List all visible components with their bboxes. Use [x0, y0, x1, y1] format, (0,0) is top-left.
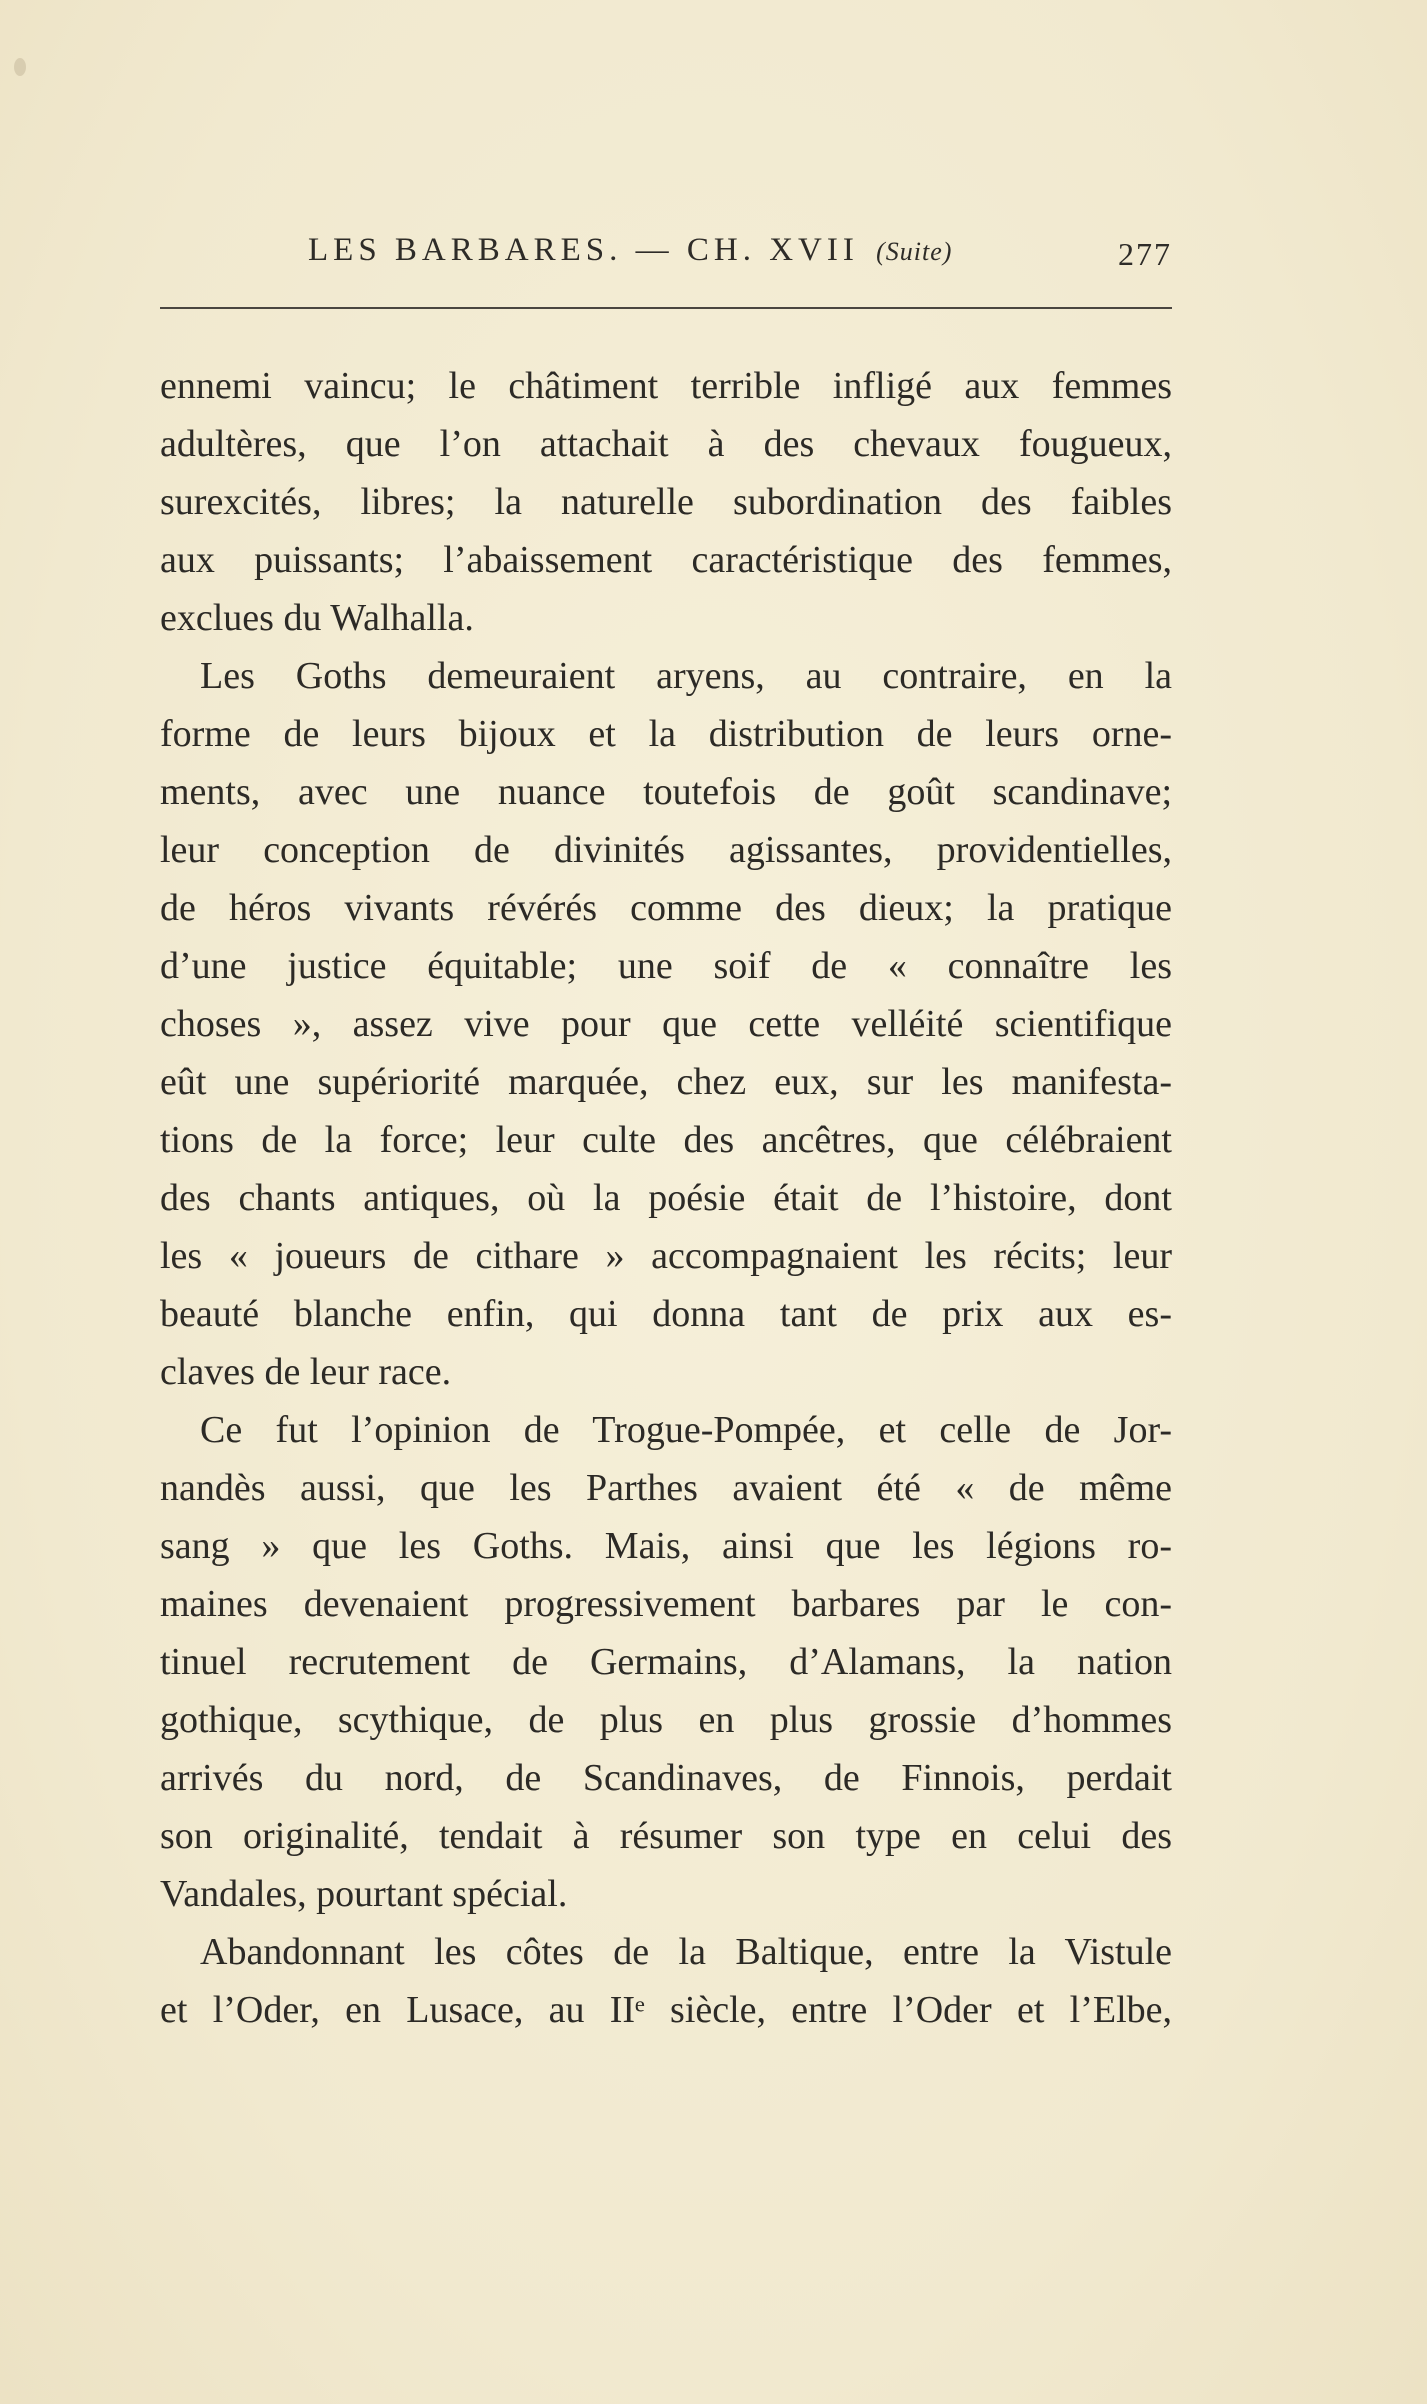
page-header — [160, 232, 1172, 292]
text-line: Abandonnant les côtes de la Baltique, entre la Vistule — [200, 1931, 1172, 1973]
text-line: de héros vivants révérés comme des dieux; la pratique — [160, 887, 1172, 929]
text-line: eût une supériorité marquée, chez eux, sur les manifesta- — [160, 1061, 1172, 1103]
text-line: exclues du Walhalla. — [160, 597, 474, 639]
text-line: adultères, que l’on attachait à des chevaux fougueux, — [160, 423, 1172, 465]
text-line: son originalité, tendait à résumer son type en celui des — [160, 1815, 1172, 1857]
text-line: maines devenaient progressivement barbares par le con- — [160, 1583, 1172, 1625]
text-line: beauté blanche enfin, qui donna tant de prix aux es- — [160, 1293, 1172, 1335]
text-line: choses », assez vive pour que cette velléité scientifique — [160, 1003, 1172, 1045]
text-line: tions de la force; leur culte des ancêtres, que célébraient — [160, 1119, 1172, 1161]
running-title-suffix: (Suite) — [876, 237, 953, 266]
text-line: aux puissants; l’abaissement caractéristique des femmes, — [160, 539, 1172, 581]
header-rule — [160, 307, 1172, 309]
running-title-text: LES BARBARES. — CH. XVII — [308, 232, 859, 268]
text-line: Ce fut l’opinion de Trogue-Pompée, et celle de Jor- — [200, 1409, 1172, 1451]
text-line: sang » que les Goths. Mais, ainsi que les légions ro- — [160, 1525, 1172, 1567]
text-line: des chants antiques, où la poésie était de l’histoire, dont — [160, 1177, 1172, 1219]
body-text — [160, 357, 1172, 2039]
text-line: Vandales, pourtant spécial. — [160, 1873, 568, 1915]
text-line: leur conception de divinités agissantes, providentielles, — [160, 829, 1172, 871]
text-line: ments, avec une nuance toutefois de goût scandinave; — [160, 771, 1172, 813]
text-line: nandès aussi, que les Parthes avaient été « de même — [160, 1467, 1172, 1509]
text-line: arrivés du nord, de Scandinaves, de Finnois, perdait — [160, 1757, 1172, 1799]
text-line: tinuel recrutement de Germains, d’Alamans, la nation — [160, 1641, 1172, 1683]
text-line: forme de leurs bijoux et la distribution de leurs orne- — [160, 713, 1172, 755]
text-line: surexcités, libres; la naturelle subordination des faibles — [160, 481, 1172, 523]
text-line: claves de leur race. — [160, 1351, 452, 1393]
text-line: et l’Oder, en Lusace, au IIᵉ siècle, entre l’Oder et l’Elbe, — [160, 1989, 1172, 2031]
text-line: les « joueurs de cithare » accompagnaient les récits; leur — [160, 1235, 1172, 1277]
text-line: Les Goths demeuraient aryens, au contraire, en la — [200, 655, 1172, 697]
page-number: 277 — [1118, 236, 1172, 272]
text-line: d’une justice équitable; une soif de « connaître les — [160, 945, 1172, 987]
text-line: ennemi vaincu; le châtiment terrible infligé aux femmes — [160, 365, 1172, 407]
running-title — [308, 232, 952, 269]
text-line: gothique, scythique, de plus en plus grossie d’hommes — [160, 1699, 1172, 1741]
paper-speck — [14, 58, 26, 76]
